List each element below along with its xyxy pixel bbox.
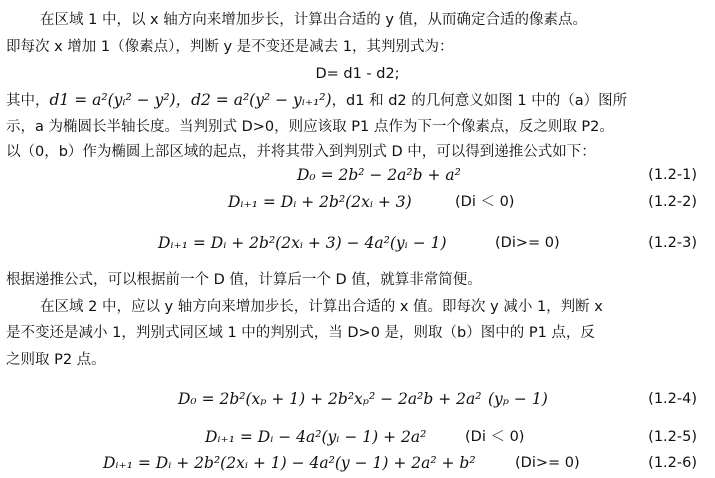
equation-number-1-2-5: (1.2-5) [648, 429, 697, 445]
equation-number-1-2-2: (1.2-2) [648, 194, 697, 210]
paragraph3-line1: 在区域 2 中，应以 y 轴方向来增加步长，计算出合适的 x 值。即每次 y 减小 1，判断 x [40, 299, 603, 315]
equation-number-1-2-6: (1.2-6) [648, 455, 697, 471]
equation-1-2-6: Dᵢ₊₁ = Dᵢ + 2b²(2xᵢ + 1) − 4a²(y − 1) + 2a² + b² [103, 454, 476, 472]
condition-1-2-4: (yₚ − 1) [488, 390, 548, 408]
d1-definition: d1 = a²(yᵢ² − y²) [49, 91, 176, 109]
paragraph1-line1: 在区域 1 中，以 x 轴方向来增加步长，计算出合适的 y 值，从而确定合适的像素点。 [40, 12, 588, 28]
equation-1-2-4: D₀ = 2b²(xₚ + 1) + 2b²xₚ² − 2a²b + 2a² [178, 390, 482, 408]
equation-1-2-5: Dᵢ₊₁ = Dᵢ − 4a²(yᵢ − 1) + 2a² [205, 428, 427, 446]
discriminant-formula: D= d1 - d2; [315, 66, 400, 82]
line4-prefix: 其中， [6, 93, 50, 109]
paragraph1-line2: 即每次 x 增加 1（像素点），判断 y 是不变还是减去 1，其判别式为： [6, 39, 454, 55]
condition-1-2-6: (Di>= 0) [515, 455, 580, 471]
condition-1-2-3: (Di>= 0) [495, 235, 560, 251]
paragraph1-line4 [6, 90, 627, 111]
d2-definition: ，d2 = a²(y² − yᵢ₊₁²) [175, 91, 332, 109]
equation-1-2-1: D₀ = 2b² − 2a²b + a² [297, 166, 461, 184]
equation-number-1-2-1: (1.2-1) [648, 167, 697, 183]
paragraph1-line5: 示，a 为椭圆长半轴长度。当判别式 D>0，则应该取 P1 点作为下一个像素点，反之则取 P2。 [6, 119, 614, 135]
paragraph3-line3: 之则取 P2 点。 [6, 352, 106, 368]
paragraph1-line6: 以（0，b）作为椭圆上部区域的起点，并将其带入到判别式 D 中，可以得到递推公式如下： [6, 144, 596, 160]
equation-number-1-2-4: (1.2-4) [648, 391, 697, 407]
paragraph3-line2: 是不变还是减小 1，判别式同区域 1 中的判别式，当 D>0 是，则取（b）图中的 P1 点，反 [6, 325, 595, 341]
paragraph2-line1: 根据递推公式，可以根据前一个 D 值，计算后一个 D 值，就算非常简便。 [6, 272, 482, 288]
condition-1-2-5: (Di ＜ 0) [465, 429, 525, 445]
equation-number-1-2-3: (1.2-3) [648, 235, 697, 251]
equation-1-2-2: Dᵢ₊₁ = Dᵢ + 2b²(2xᵢ + 3) [228, 193, 412, 211]
condition-1-2-2: (Di ＜ 0) [455, 194, 515, 210]
line4-suffix: ，d1 和 d2 的几何意义如图 1 中的（a）图所 [331, 93, 628, 109]
equation-1-2-3: Dᵢ₊₁ = Dᵢ + 2b²(2xᵢ + 3) − 4a²(yᵢ − 1) [158, 234, 447, 252]
